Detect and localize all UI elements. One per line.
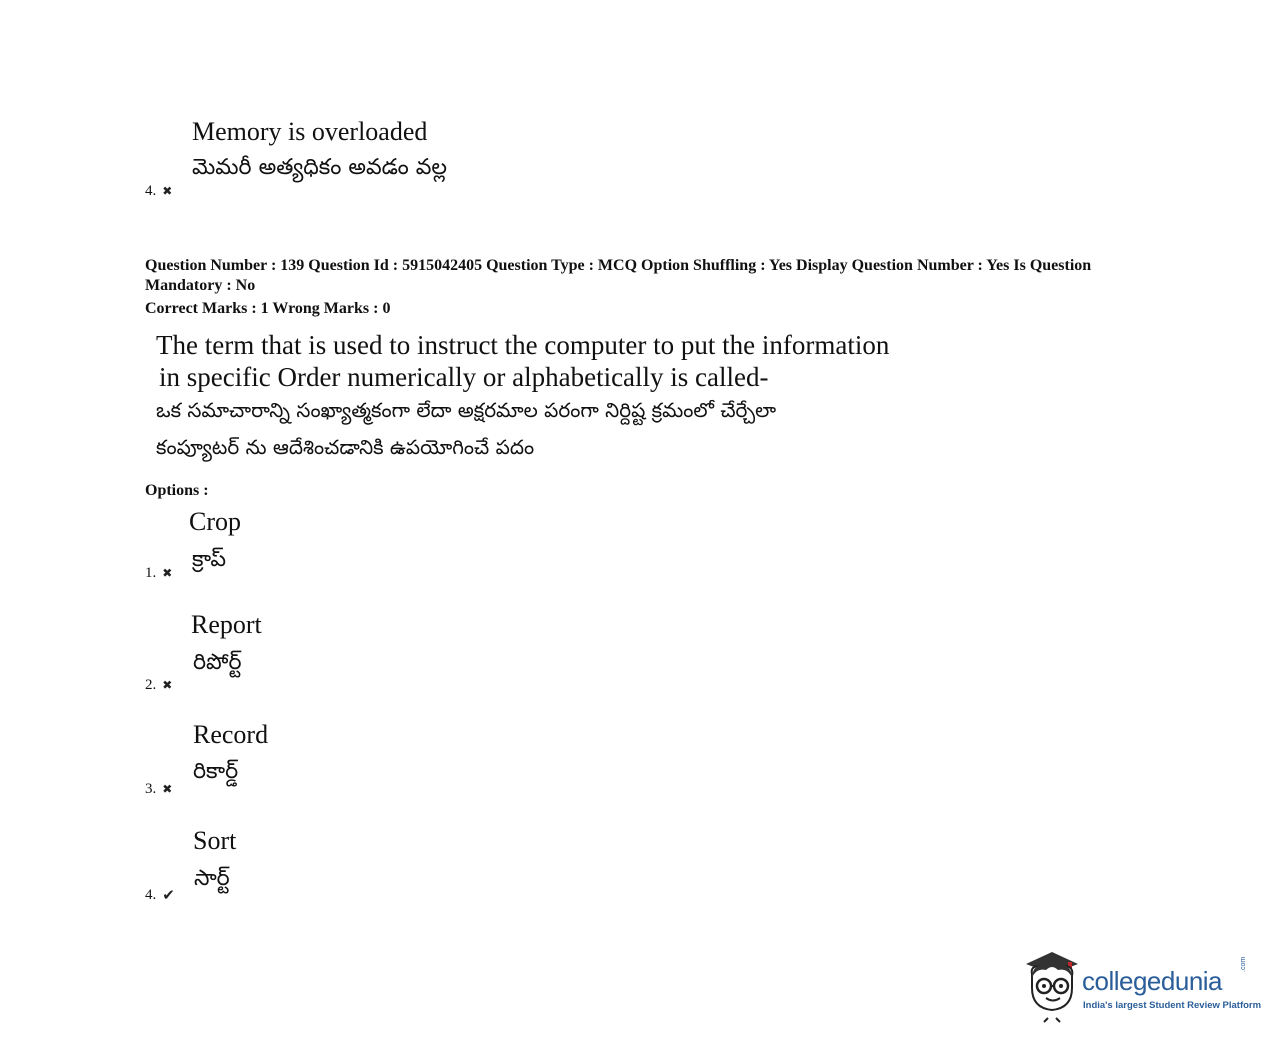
option-number: 4.	[145, 183, 157, 199]
option-1-text-te: క్రాప్	[192, 547, 227, 572]
question-text-te-line2: కంప్యూటర్ ను ఆదేశించడానికి ఉపయోగించే పదం	[156, 435, 535, 459]
options-label: Options :	[145, 482, 209, 499]
option-1-label	[145, 564, 172, 582]
prev-option-4-label	[145, 182, 172, 200]
option-number: 2.	[145, 677, 157, 693]
question-marks: Correct Marks : 1 Wrong Marks : 0	[145, 300, 391, 317]
option-number: 4.	[145, 887, 157, 903]
option-number: 1.	[145, 565, 157, 581]
option-3-text-en: Record	[193, 720, 269, 749]
mascot-icon	[1022, 948, 1082, 1026]
question-text-en-line1: The term that is used to instruct the computer to put the information	[156, 330, 890, 360]
cross-icon: ✖	[162, 566, 173, 580]
question-text-en-line2: in specific Order numerically or alphabetically is called-	[159, 362, 769, 392]
option-3-text-te: రికార్డ్	[193, 759, 239, 784]
logo-wordmark: collegedunia	[1082, 966, 1223, 996]
option-number: 3.	[145, 781, 157, 797]
prev-option-4-text-te: మెమరీ అత్యధికం అవడం వల్ల	[192, 155, 448, 180]
question-meta: Question Number : 139 Question Id : 5915042405 Question Type : MCQ Option Shuffling : Yes Display Question Number : Yes Is Question Mandatory : No	[145, 257, 1092, 294]
checkmark-icon: ✔	[162, 886, 175, 904]
option-3-label	[145, 780, 172, 798]
prev-option-4-text-en: Memory is overloaded	[192, 117, 428, 146]
option-1-text-en: Crop	[189, 507, 241, 536]
option-4-text-en: Sort	[193, 826, 237, 855]
option-2-text-te: రిపోర్ట్	[193, 650, 242, 675]
option-2-text-en: Report	[191, 610, 262, 639]
collegedunia-logo	[1022, 948, 1262, 1026]
option-2-label	[145, 676, 172, 694]
logo-tagline: India's largest Student Review Platform	[1083, 1000, 1262, 1011]
cross-icon: ✖	[162, 184, 173, 198]
question-text-te-line1: ఒక సమాచారాన్ని సంఖ్యాత్మకంగా లేదా అక్షరమాల పరంగా నిర్దిష్ట క్రమంలో చేర్చేలా	[156, 398, 777, 422]
cross-icon: ✖	[162, 782, 173, 796]
option-4-text-te: సార్ట్	[194, 866, 230, 891]
logo-domain-suffix: .com	[1240, 956, 1247, 972]
cross-icon: ✖	[162, 678, 173, 692]
option-4-label	[145, 886, 175, 904]
